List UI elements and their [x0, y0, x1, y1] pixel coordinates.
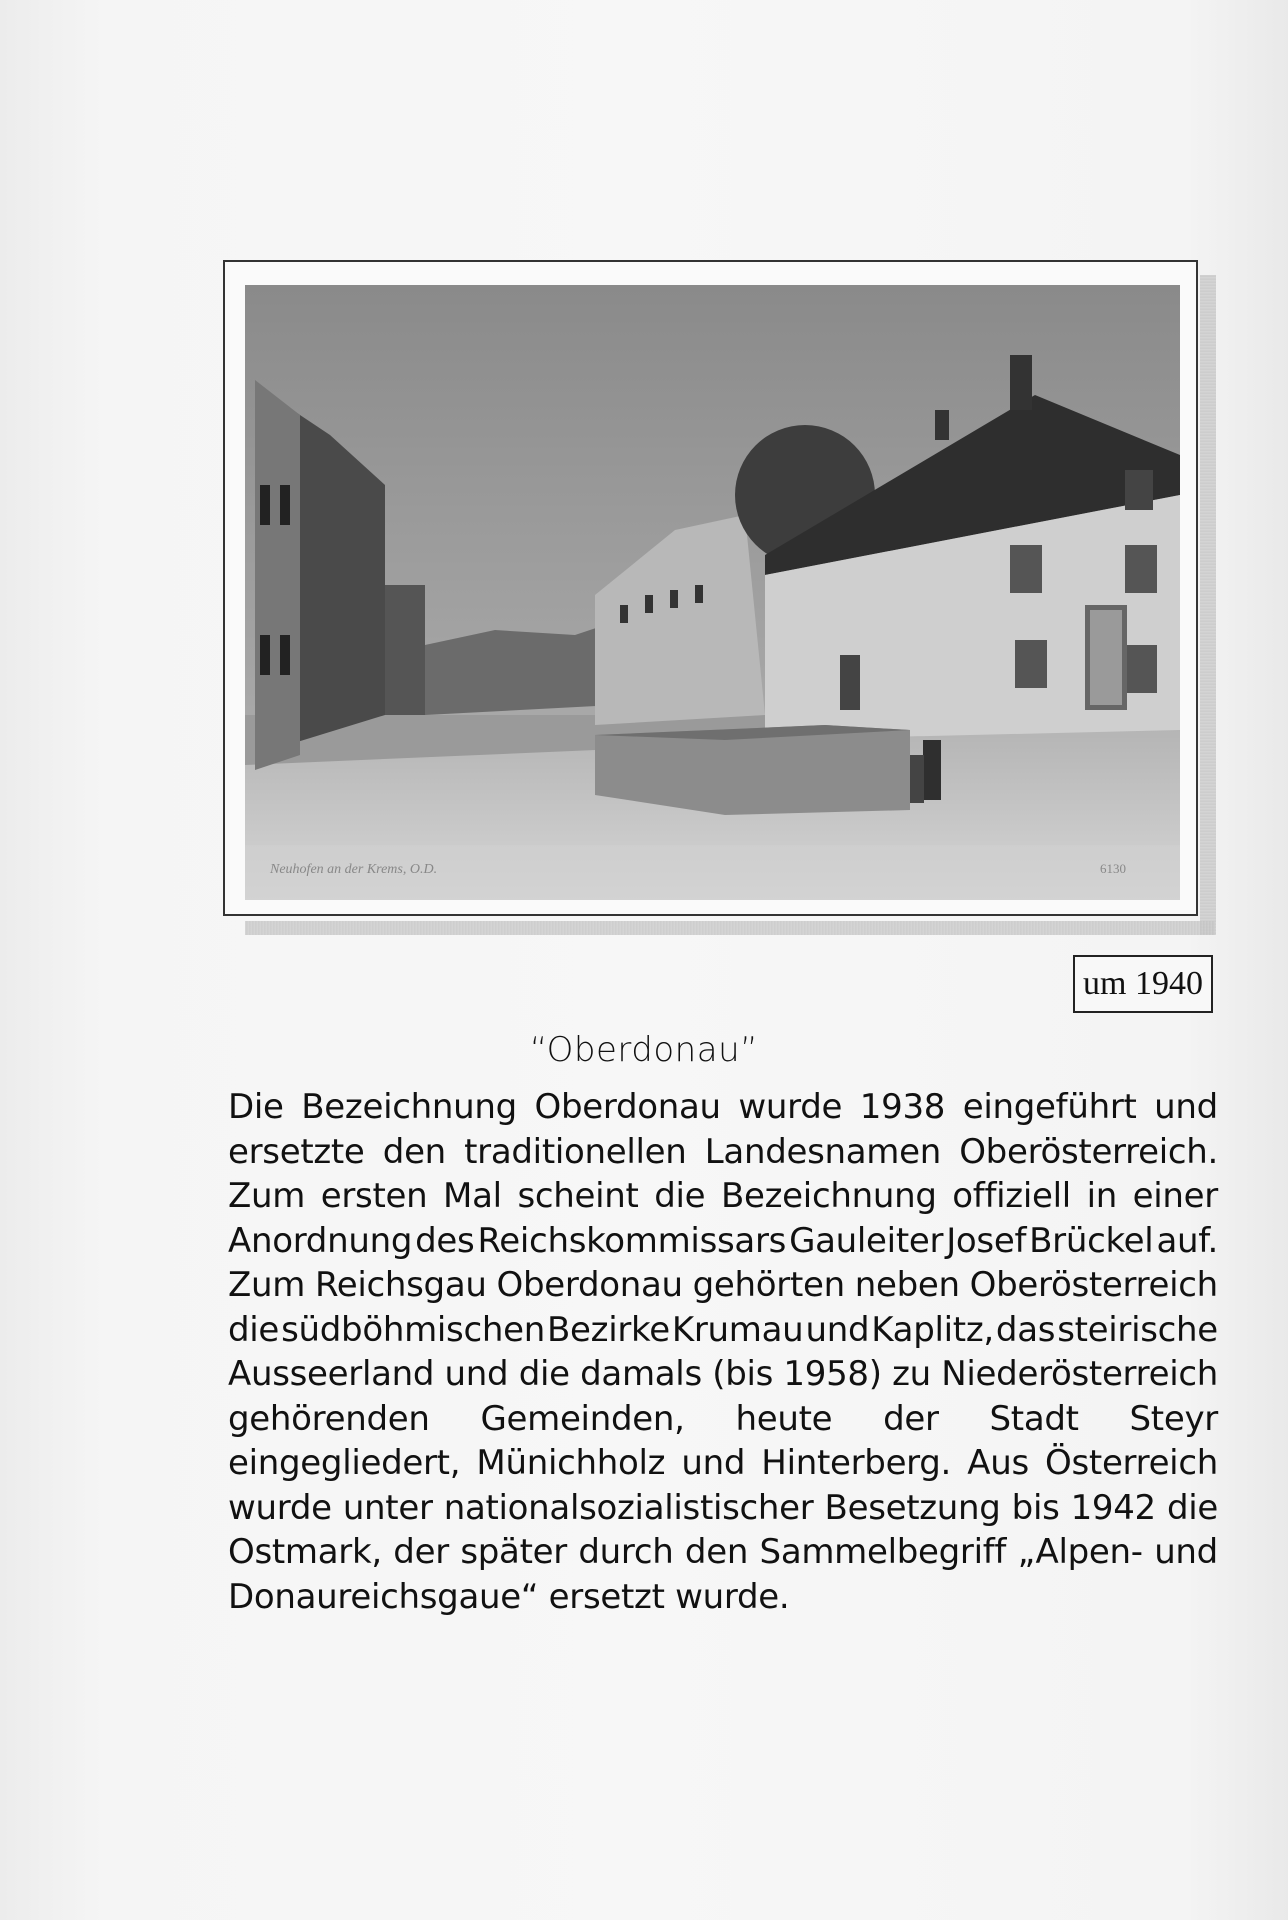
- photo-left-building: [255, 380, 300, 770]
- page-title: “Oberdonau”: [529, 1030, 759, 1070]
- photo-shadow-bottom: [245, 921, 1215, 935]
- body-line: Ausseerland und die damals (bis 1958) zu Niederösterreich: [228, 1354, 1218, 1394]
- photo-left-window-4: [280, 635, 290, 675]
- photo-poster-frame: [1090, 610, 1122, 705]
- photo-left-window-2: [280, 485, 290, 525]
- historic-photo: [245, 285, 1180, 900]
- photo-right-door: [840, 655, 860, 710]
- body-line: wurde unter nationalsozialistischer Besetzung bis 1942 die: [228, 1487, 1218, 1528]
- photo-right-window-5: [1125, 645, 1157, 693]
- photo-right-window-3: [1125, 470, 1153, 510]
- photo-figure-1: [923, 740, 941, 800]
- photo-chimney-2: [935, 410, 949, 440]
- body-line: Die Bezeichnung Oberdonau wurde 1938 eingeführt und: [228, 1087, 1218, 1127]
- photo-right-window-2: [1125, 545, 1157, 593]
- photo-chimney-1: [1010, 355, 1032, 410]
- photo-left-mid-building: [385, 585, 425, 715]
- photo-figure-2: [910, 755, 924, 803]
- body-line: gehörenden Gemeinden, heute der Stadt Steyr: [228, 1398, 1218, 1439]
- photo-center-window-1: [620, 605, 628, 623]
- photo-overlay-number: 6130: [1100, 861, 1126, 876]
- photo-right-window-1: [1010, 545, 1042, 593]
- body-line: Donaureichsgaue“ ersetzt wurde.: [228, 1576, 790, 1617]
- photo-shadow-right: [1200, 275, 1216, 935]
- photo-right-window-4: [1015, 640, 1047, 688]
- year-caption-text: um 1940: [1083, 965, 1203, 1002]
- year-caption-box: [1073, 955, 1213, 1013]
- body-line: ersetzte den traditionellen Landesnamen Oberösterreich.: [228, 1131, 1218, 1172]
- body-line: Ostmark, der später durch den Sammelbegriff „Alpen- und: [228, 1532, 1218, 1572]
- body-line: eingegliedert, Münichholz und Hinterberg. Aus Österreich: [228, 1443, 1218, 1483]
- photo-center-window-2: [645, 595, 653, 613]
- photo-left-window-1: [260, 485, 270, 525]
- body-line: Zum ersten Mal scheint die Bezeichnung offiziell in einer: [228, 1176, 1218, 1216]
- body-line: Anordnung des Reichskommissars Gauleiter Josef Brückel auf.: [228, 1220, 1218, 1261]
- photo-overlay-caption: Neuhofen an der Krems, O.D.: [270, 862, 438, 877]
- body-line: die südböhmischen Bezirke Krumau und Kaplitz, das steirische: [228, 1309, 1218, 1350]
- body-line: Zum Reichsgau Oberdonau gehörten neben Oberösterreich: [228, 1265, 1218, 1305]
- body-paragraph: [228, 1085, 1218, 1619]
- photo-center-window-3: [670, 590, 678, 608]
- photo-center-window-4: [695, 585, 703, 603]
- photo-left-window-3: [260, 635, 270, 675]
